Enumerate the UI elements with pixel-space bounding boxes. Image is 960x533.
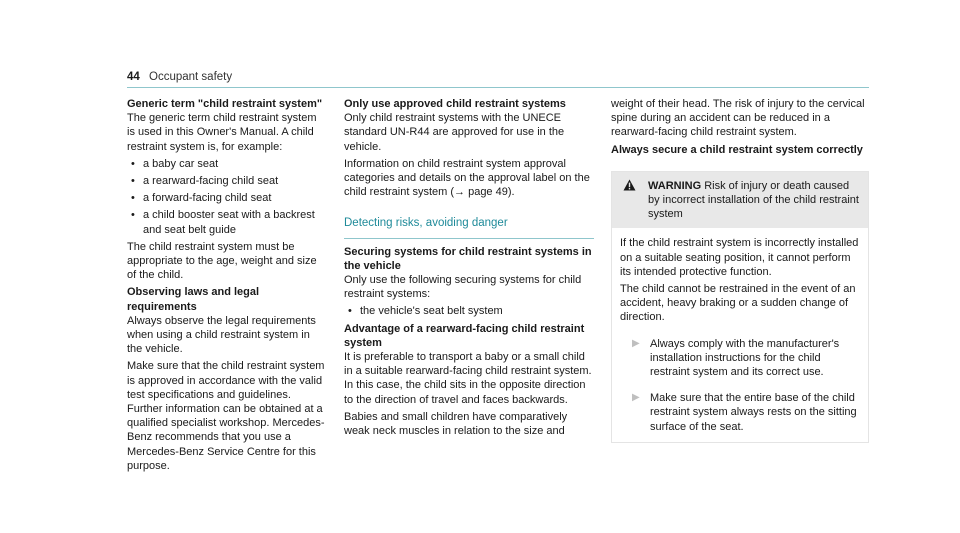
generic-term-heading: Generic term "child restraint system" xyxy=(127,98,323,110)
header-divider xyxy=(127,87,869,88)
subsection-divider xyxy=(344,238,594,239)
action-item xyxy=(620,391,860,434)
generic-term-after-text: The child restraint system must be appropriate to the age, weight and size of the child. xyxy=(127,240,317,282)
approved-heading: Only use approved child restraint systems xyxy=(344,98,566,110)
warning-text-2: The child cannot be restrained in the event of an accident, heavy braking or a sudden change of direction. xyxy=(620,283,856,324)
approved-text-1: Only child restraint systems with the UNECE standard UN-R44 are approved for use in the vehicle. xyxy=(344,112,565,153)
securing-text: Only use the following securing systems for child restraint systems: xyxy=(344,274,582,301)
generic-term-text: The generic term child restraint system is used in this Owner's Manual. A child restraint system is, for example: xyxy=(127,112,317,153)
action-text: Make sure that the entire base of the child restraint system always rests on the sitting surface of the seat. xyxy=(650,392,857,433)
list-item: • a forward-facing child seat xyxy=(127,191,327,205)
page-header xyxy=(127,70,867,86)
approved-text-2: Information on child restraint system approval categories and details on the approval label on the child restraint system (→ page 49). xyxy=(344,157,590,199)
list-item: • the vehicle's seat belt system xyxy=(344,304,594,318)
securing-list xyxy=(344,304,594,318)
warning-triangle-icon xyxy=(623,179,636,195)
advantage-text-1: It is preferable to transport a baby or a small child in a suitable rearward-facing child restraint system. In this case, the child sits in the opposite direction to the direction of travel and faces backwards. xyxy=(344,351,592,406)
continued-text: weight of their head. The risk of injury to the cervical spine during an accident can be reduced in a rearward-facing child restraint system. xyxy=(611,98,865,139)
always-secure-heading: Always secure a child restraint system correctly xyxy=(611,143,863,156)
column-1 xyxy=(127,97,327,476)
warning-label: WARNING xyxy=(648,179,702,192)
list-item: • a baby car seat xyxy=(127,157,327,171)
warning-header-text xyxy=(620,179,860,222)
advantage-heading: Advantage of a rearward-facing child restraint system xyxy=(344,322,585,349)
page-number: 44 xyxy=(127,71,140,83)
subsection-heading xyxy=(344,216,594,244)
warning-body xyxy=(612,228,868,441)
action-item xyxy=(620,337,860,380)
advantage-text-2: Babies and small children have comparatively weak neck muscles in relation to the size and xyxy=(344,410,568,438)
warning-header xyxy=(612,172,868,229)
laws-text-1: Always observe the legal requirements when using a child restraint system in the vehicle. xyxy=(127,314,316,356)
warning-title: Risk of injury or death caused by incorrect installation of the child restraint system xyxy=(648,179,859,221)
list-item: • a rearward-facing child seat xyxy=(127,174,327,188)
warning-text-1: If the child restraint system is incorrectly installed on a suitable seating position, it cannot perform its intended protective function. xyxy=(620,237,859,278)
action-arrow-icon: ▶ xyxy=(632,392,640,404)
action-arrow-icon: ▶ xyxy=(632,337,640,349)
column-2 xyxy=(344,97,594,441)
subsection-heading-label: Detecting risks, avoiding danger xyxy=(344,217,508,230)
laws-heading: Observing laws and legal requirements xyxy=(127,286,260,313)
action-text: Always comply with the manufacturer's installation instructions for the child restraint system and its correct use. xyxy=(650,337,840,379)
warning-box xyxy=(611,171,869,443)
section-title: Occupant safety xyxy=(149,71,233,83)
column-3 xyxy=(611,97,869,443)
list-item: • a child booster seat with a backrest and seat belt guide xyxy=(127,208,327,236)
child-restraint-examples-list xyxy=(127,157,327,237)
laws-text-2: Make sure that the child restraint system is approved in accordance with the valid test specifications and guidelines. Further information can be obtained at a qualified specialist workshop. Mercedes-Benz recommends that you use a Mercedes-Benz Service Centre for this purpose. xyxy=(127,360,325,472)
securing-heading: Securing systems for child restraint systems in the vehicle xyxy=(344,245,592,272)
